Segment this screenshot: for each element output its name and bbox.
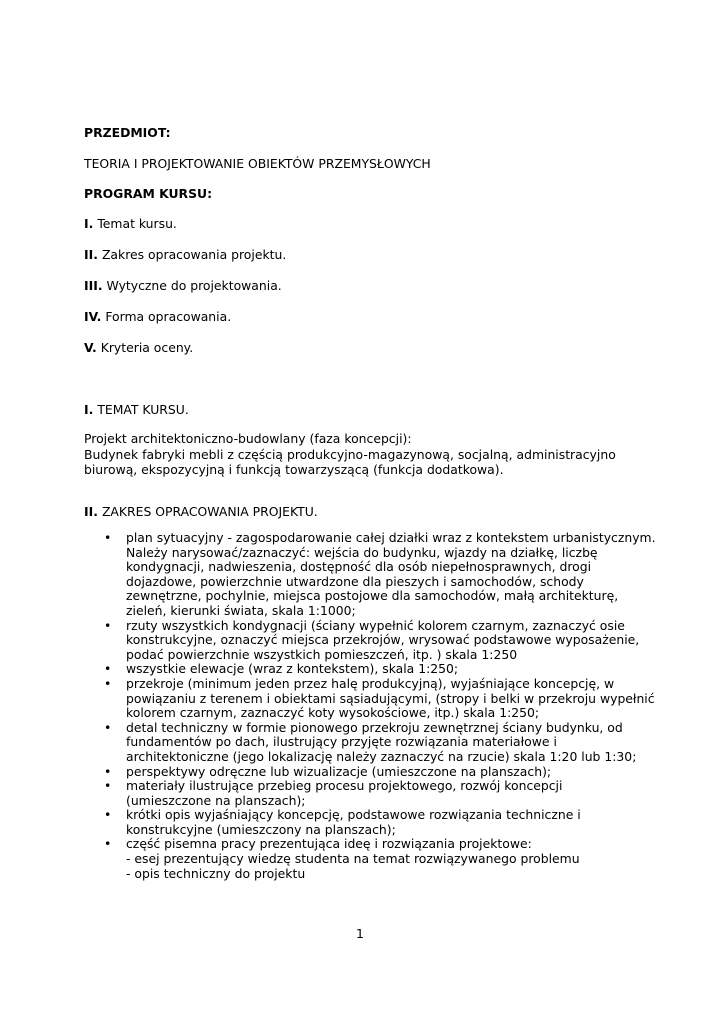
bullet-icon: • [104, 763, 112, 779]
list-item-line: podać powierzchnie wszystkich pomieszczeń, itp. ) skala 1:250 [126, 646, 518, 662]
list-item-line: konstrukcyjne (umieszczony na planszach); [126, 821, 396, 837]
list-item [104, 837, 664, 881]
list-item-line: powiązaniu z terenem i obiektami sąsiadującymi, (stropy i belki w przekroju wypełnić [126, 690, 655, 706]
list-item-line: kondygnacji, nadwieszenia, dostępność dla osób niepełnosprawnych, drogi [126, 559, 592, 575]
toc-item [84, 216, 177, 232]
list-item-line: - esej prezentujący wiedzę studenta na temat rozwiązywanego problemu [126, 851, 580, 867]
toc-numeral: V. [84, 340, 97, 355]
list-item-line: architektoniczne (jego lokalizację należy zaznaczyć na rzucie) skala 1:20 lub 1:30; [126, 748, 637, 764]
bullet-icon: • [104, 836, 112, 852]
list-item-line: detal techniczny w formie pionowego przekroju zewnętrznej ściany budynku, od [126, 719, 623, 735]
bullet-icon: • [104, 530, 112, 545]
list-item-line: rzuty wszystkich kondygnacji (ściany wypełnić kolorem czarnym, zaznaczyć osie [126, 617, 625, 633]
bullet-icon: • [104, 719, 112, 735]
toc-item [84, 309, 231, 325]
page-number: 1 [356, 926, 364, 941]
section-1-paragraph-line: Budynek fabryki mebli z częścią produkcyjno-magazynową, socjalną, administracyjno [84, 447, 616, 462]
toc-numeral: II. [84, 247, 98, 262]
list-item [104, 531, 664, 619]
list-item [104, 808, 664, 837]
subject-label: PRZEDMIOT: [84, 125, 171, 140]
program-label: PROGRAM KURSU: [84, 186, 213, 201]
toc-item [84, 340, 193, 356]
list-item [104, 677, 664, 721]
bullet-icon: • [104, 661, 112, 677]
list-item-line: kolorem czarnym, zaznaczyć koty wysokościowe, itp.) skala 1:250; [126, 705, 540, 721]
toc-text: Temat kursu. [97, 216, 177, 231]
section-title: ZAKRES OPRACOWANIA PROJEKTU. [101, 504, 318, 519]
list-item-line: - opis techniczny do projektu [126, 865, 306, 881]
list-item-line: konstrukcyjne, oznaczyć miejsca przekrojów, wrysować podstawowe wyposażenie, [126, 632, 640, 648]
toc-text: Forma opracowania. [105, 309, 232, 324]
subject-title: TEORIA I PROJEKTOWANIE OBIEKTÓW PRZEMYSŁOWYCH [84, 156, 431, 171]
toc-numeral: IV. [84, 309, 102, 324]
scope-bullet-list [104, 531, 664, 881]
list-item-line: wszystkie elewacje (wraz z kontekstem), skala 1:250; [126, 661, 459, 677]
list-item [104, 662, 664, 677]
list-item-line: fundamentów po dach, ilustrujący przyjęte rozwiązania materiałowe i [126, 734, 557, 750]
list-item-line: krótki opis wyjaśniający koncepcję, podstawowe rozwiązania techniczne i [126, 807, 581, 823]
toc-text: Wytyczne do projektowania. [106, 278, 282, 293]
bullet-icon: • [104, 675, 112, 691]
list-item [104, 765, 664, 780]
toc-text: Kryteria oceny. [100, 340, 194, 355]
bullet-icon: • [104, 617, 112, 633]
list-item-line: (umieszczone na planszach); [126, 792, 306, 808]
list-item [104, 619, 664, 663]
section-2-heading [84, 504, 318, 520]
section-1-paragraph-line: Projekt architektoniczno-budowlany (faza koncepcji): [84, 431, 412, 446]
list-item-line: dojazdowe, powierzchnie utwardzone dla pieszych i samochodów, schody [126, 573, 584, 589]
toc-item [84, 247, 286, 263]
bullet-icon: • [104, 807, 112, 823]
section-1-heading [84, 402, 189, 418]
list-item-line: część pisemna pracy prezentująca ideę i rozwiązania projektowe: [126, 836, 532, 852]
list-item-line: materiały ilustrujące przebieg procesu projektowego, rozwój koncepcji [126, 778, 563, 794]
list-item-line: Należy narysować/zaznaczyć: wejścia do budynku, wjazdy na działkę, liczbę [126, 544, 598, 560]
toc-text: Zakres opracowania projektu. [101, 247, 287, 262]
list-item-line: przekroje (minimum jeden przez halę produkcyjną), wyjaśniające koncepcję, w [126, 675, 615, 691]
toc-item [84, 278, 282, 294]
list-item-line: plan sytuacyjny - zagospodarowanie całej działki wraz z kontekstem urbanistycznym. [126, 530, 656, 545]
toc-numeral: III. [84, 278, 103, 293]
section-1-paragraph-line: biurową, ekspozycyjną i funkcją towarzyszącą (funkcja dodatkowa). [84, 462, 504, 477]
section-numeral: I. [84, 402, 94, 417]
section-title: TEMAT KURSU. [97, 402, 189, 417]
toc-numeral: I. [84, 216, 94, 231]
section-numeral: II. [84, 504, 98, 519]
list-item-line: perspektywy odręczne lub wizualizacje (umieszczone na planszach); [126, 763, 552, 779]
list-item-line: zieleń, kierunki świata, skala 1:1000; [126, 602, 356, 618]
list-item [104, 721, 664, 765]
bullet-icon: • [104, 778, 112, 794]
list-item [104, 779, 664, 808]
list-item-line: zewnętrzne, pochylnie, miejsca postojowe dla samochodów, małą architekturę, [126, 588, 619, 604]
